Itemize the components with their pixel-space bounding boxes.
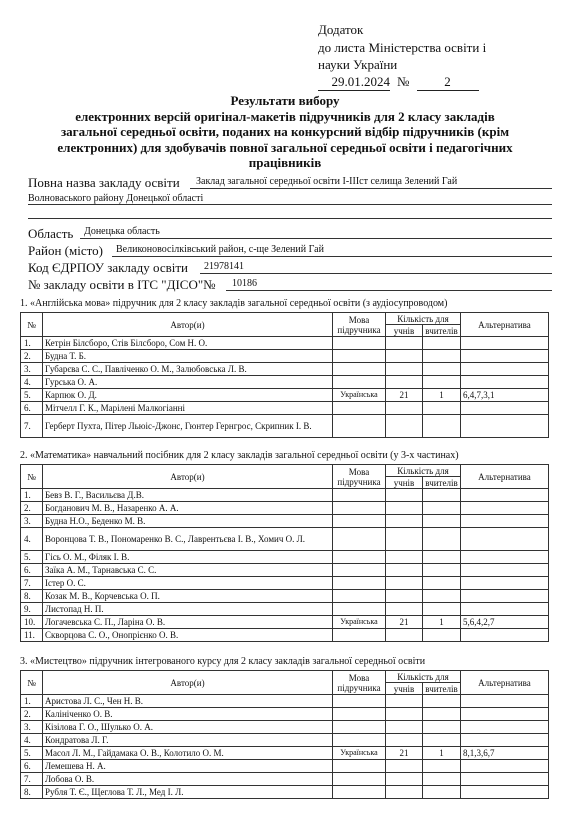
letter-date: 29.01.2024 xyxy=(318,74,390,91)
col-author: Автор(и) xyxy=(43,671,333,695)
col-teachers: вчителів xyxy=(423,477,461,489)
table-row: 8. Козак М. В., Корчевська О. П. xyxy=(21,590,549,603)
col-lang: Мова підручника xyxy=(333,465,386,489)
col-teachers: вчителів xyxy=(423,325,461,337)
ministry-label: науки України xyxy=(318,57,398,72)
section-3-table xyxy=(20,670,549,799)
school-name-underline xyxy=(190,188,552,189)
col-qty: Кількість для xyxy=(386,465,461,477)
school-name-underline-2 xyxy=(28,204,552,205)
col-alt: Альтернатива xyxy=(461,465,549,489)
table-row: 5. Карпюк О. Д. Українська 21 1 6,4,7,3,1 xyxy=(21,389,549,402)
col-lang: Мова підручника xyxy=(333,313,386,337)
region-underline xyxy=(80,238,552,239)
district-label: Район (місто) xyxy=(28,243,103,258)
col-num: № xyxy=(21,465,43,489)
col-author: Автор(и) xyxy=(43,313,333,337)
table-row: 10. Логачевська С. П., Ларіна О. В. Українська 21 1 5,6,4,2,7 xyxy=(21,616,549,629)
section-1-table xyxy=(20,312,549,438)
letter-num-label: № xyxy=(397,74,410,89)
edrpou-label: Код ЄДРПОУ закладу освіти xyxy=(28,260,189,275)
school-name-value-2: Волноваського району Донецької області xyxy=(28,193,204,204)
letter-label: до листа Міністерства освіти і xyxy=(318,40,487,55)
table-row: 4. Гурська О. А. xyxy=(21,376,549,389)
table-row: 1. Бевз В. Г., Васильєва Д.В. xyxy=(21,489,549,502)
its-value: 10186 xyxy=(232,278,257,289)
table-row: 7. Лобова О. В. xyxy=(21,773,549,786)
table-row: 6. Мітчелл Г. К., Марілені Малкогіанні xyxy=(21,402,549,415)
letter-num: 2 xyxy=(417,74,479,91)
table-row: 9. Листопад Н. П. xyxy=(21,603,549,616)
col-alt: Альтернатива xyxy=(461,671,549,695)
table-row: 11. Скворцова С. О., Онопрієнко О. В. xyxy=(21,629,549,642)
addendum-label: Додаток xyxy=(318,22,364,37)
section-2-table xyxy=(20,464,549,642)
section-1-title: 1. «Англійська мова» підручник для 2 класу закладів загальної середньої освіти (з аудіосупроводом) xyxy=(20,298,448,309)
school-name-label: Повна назва закладу освіти xyxy=(28,175,180,190)
table-row: 2. Богданович М. В., Назаренко А. А. xyxy=(21,502,549,515)
table-row: 2. Калініченко О. В. xyxy=(21,708,549,721)
its-label: № закладу освіти в ІТС "ДІСО"№ xyxy=(28,277,216,292)
col-students: учнів xyxy=(386,477,423,489)
edrpou-underline xyxy=(200,273,552,274)
school-name-value: Заклад загальної середньої освіти І-ІІІст селища Зелений Гай xyxy=(196,176,458,187)
table-row: 7. Герберт Пухта, Пітер Льюіс-Джонс, Гюнтер Гернгрос, Скрипник І. В. xyxy=(21,415,549,438)
col-alt: Альтернатива xyxy=(461,313,549,337)
district-value: Великоновосілківський район, с-ще Зелений Гай xyxy=(116,244,324,255)
table-row: 4. Воронцова Т. В., Пономаренко В. С., Лаврентьєва І. В., Хомич О. Л. xyxy=(21,528,549,551)
col-author: Автор(и) xyxy=(43,465,333,489)
table-row: 3. Будна Н.О., Беденко М. В. xyxy=(21,515,549,528)
table-row: 2. Будна Т. Б. xyxy=(21,350,549,363)
col-students: учнів xyxy=(386,683,423,695)
section-2-title: 2. «Математика» навчальний посібник для 2 класу закладів загальної середньої освіти (у 3-х частинах) xyxy=(20,450,459,461)
col-qty: Кількість для xyxy=(386,313,461,325)
its-underline xyxy=(226,290,552,291)
col-students: учнів xyxy=(386,325,423,337)
table-row: 6. Заїка А. М., Тарнавська С. С. xyxy=(21,564,549,577)
document-title: Результати вибору електронних версій оригінал-макетів підручників для 2 класу закладів загальної середньої освіти, поданих на конкурсний відбір підручників (крім електронних) для здобувачів повної загальної середньої освіти і педагогічних працівників xyxy=(57,93,513,170)
table-row: 4. Кондратова Л. Г. xyxy=(21,734,549,747)
col-teachers: вчителів xyxy=(423,683,461,695)
region-label: Область xyxy=(28,226,74,241)
table-row: 1. Аристова Л. С., Чен Н. В. xyxy=(21,695,549,708)
section-3-title: 3. «Мистецтво» підручник інтегрованого курсу для 2 класу закладів загальної середньої освіти xyxy=(20,656,426,667)
table-row: 5. Гісь О. М., Філяк І. В. xyxy=(21,551,549,564)
col-qty: Кількість для xyxy=(386,671,461,683)
region-value: Донецька область xyxy=(84,226,160,237)
table-row: 1. Кетрін Білсборо, Стів Білсборо, Сом Н. О. xyxy=(21,337,549,350)
district-underline xyxy=(112,256,552,257)
letter-date-line xyxy=(318,74,479,91)
table-row: 7. Істер О. С. xyxy=(21,577,549,590)
col-num: № xyxy=(21,313,43,337)
blank-underline xyxy=(28,218,552,219)
col-lang: Мова підручника xyxy=(333,671,386,695)
table-row: 8. Рубля Т. Є., Щеглова Т. Л., Мед І. Л. xyxy=(21,786,549,799)
col-num: № xyxy=(21,671,43,695)
table-row: 5. Масол Л. М., Гайдамака О. В., Колотило О. М. Українська 21 1 8,1,3,6,7 xyxy=(21,747,549,760)
table-row: 3. Губарєва С. С., Павліченко О. М., Залюбовська Л. В. xyxy=(21,363,549,376)
table-row: 6. Лемешева Н. А. xyxy=(21,760,549,773)
edrpou-value: 21978141 xyxy=(204,261,244,272)
table-row: 3. Кізілова Г. О., Шулько О. А. xyxy=(21,721,549,734)
